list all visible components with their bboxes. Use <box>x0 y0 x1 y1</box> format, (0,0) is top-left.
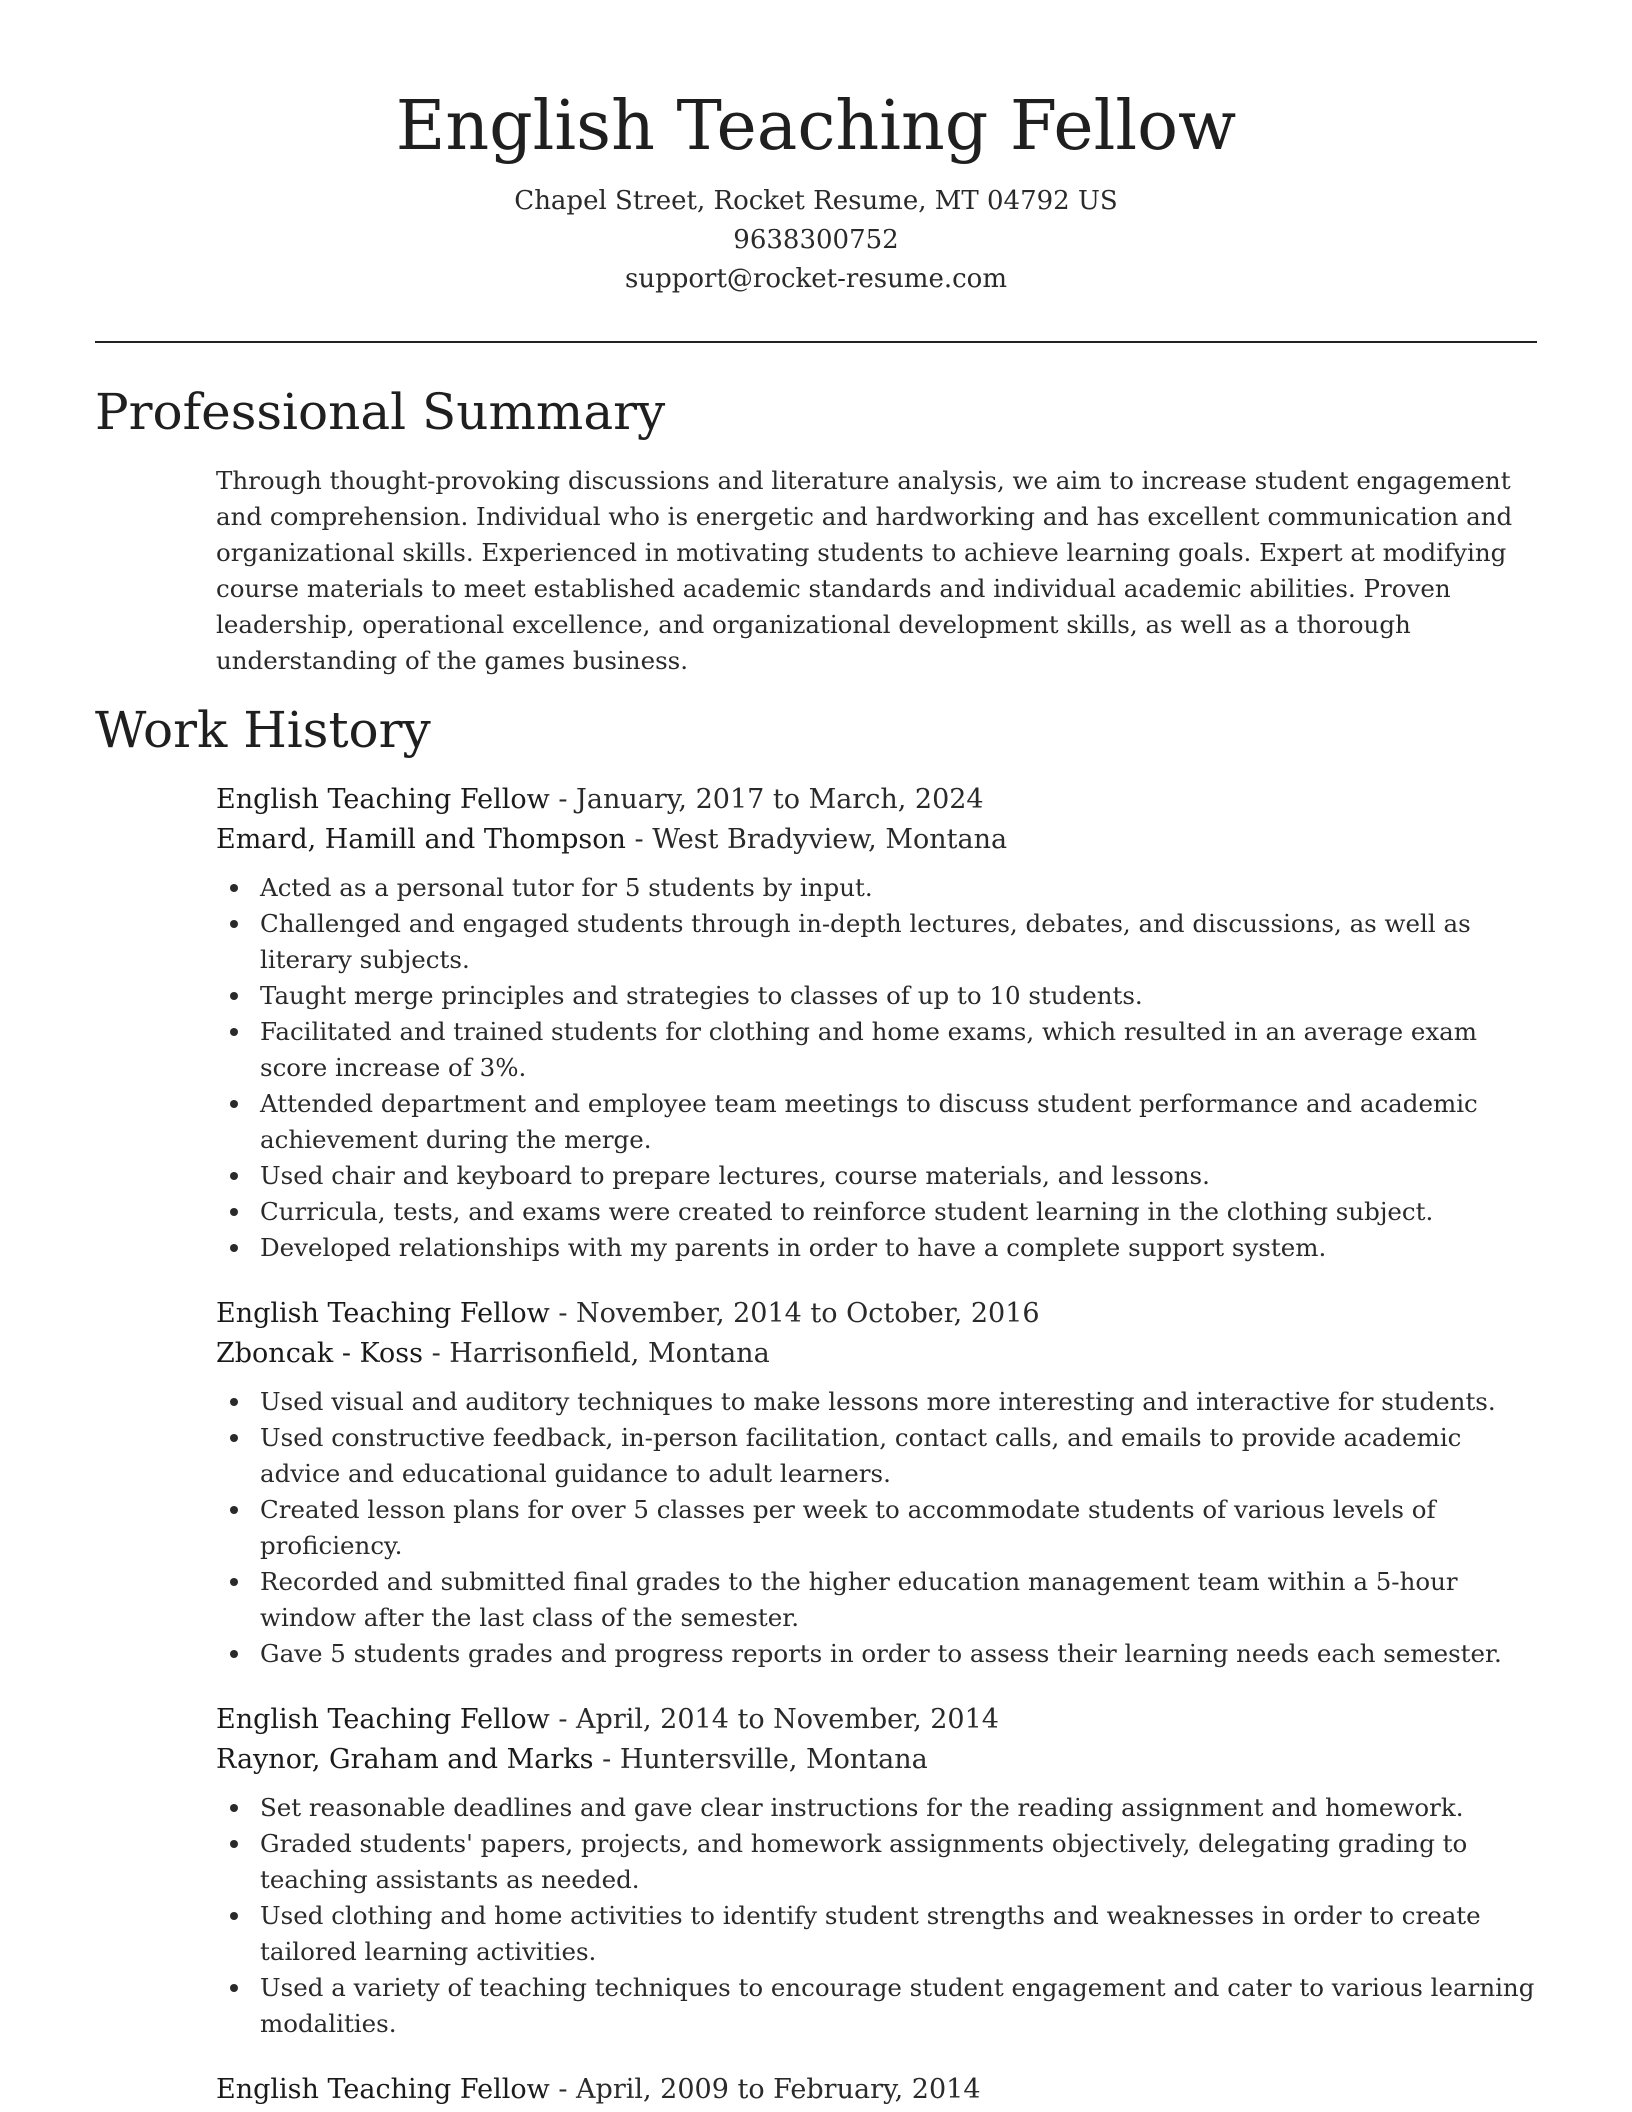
job-dates: November, 2014 to October, 2016 <box>576 1298 1040 1329</box>
job-dates: April, 2014 to November, 2014 <box>576 1704 999 1735</box>
job-company-line <box>216 1740 1536 1780</box>
separator: - <box>549 2074 577 2105</box>
separator: - <box>549 1704 577 1735</box>
list-item: Taught merge principles and strategies to classes of up to 10 students. <box>260 978 1536 1014</box>
list-item: Attended department and employee team meetings to discuss student performance and academic achievement during the merge. <box>260 1086 1536 1158</box>
summary-heading: Professional Summary <box>95 383 666 441</box>
job-location: Harrisonfield, Montana <box>449 1338 770 1369</box>
list-item: Used chair and keyboard to prepare lectures, course materials, and lessons. <box>260 1158 1536 1194</box>
list-item: Acted as a personal tutor for 5 students by input. <box>260 870 1536 906</box>
list-item: Gave 5 students grades and progress reports in order to assess their learning needs each semester. <box>260 1636 1536 1672</box>
job-title: English Teaching Fellow <box>216 1298 550 1329</box>
list-item: Created lesson plans for over 5 classes per week to accommodate students of various levels of proficiency. <box>260 1492 1536 1564</box>
job-bullets <box>216 870 1536 1266</box>
job-company: Zboncak - Koss <box>216 1338 423 1369</box>
list-item: Recorded and submitted final grades to the higher education management team within a 5-hour window after the last class of the semester. <box>260 1564 1536 1636</box>
separator: - <box>549 1298 577 1329</box>
separator: - <box>422 1338 450 1369</box>
job-title: English Teaching Fellow <box>216 784 550 815</box>
job-title-line <box>216 1700 1536 1740</box>
contact-address: Chapel Street, Rocket Resume, MT 04792 US <box>514 186 1118 216</box>
work-history-heading: Work History <box>95 701 431 759</box>
list-item: Used constructive feedback, in-person facilitation, contact calls, and emails to provide academic advice and educational guidance to adult learners. <box>260 1420 1536 1492</box>
separator: - <box>549 784 577 815</box>
page-title: English Teaching Fellow <box>395 87 1237 166</box>
job-title: English Teaching Fellow <box>216 2074 550 2105</box>
list-item: Facilitated and trained students for clothing and home exams, which resulted in an average exam score increase of 3%. <box>260 1014 1536 1086</box>
job-company: Emard, Hamill and Thompson <box>216 824 626 855</box>
job-entry <box>216 1700 1536 2042</box>
list-item: Graded students' papers, projects, and homework assignments objectively, delegating grading to teaching assistants as needed. <box>260 1826 1536 1898</box>
job-entry <box>216 2070 1536 2110</box>
job-title: English Teaching Fellow <box>216 1704 550 1735</box>
separator: - <box>593 1744 620 1775</box>
list-item: Challenged and engaged students through in-depth lectures, debates, and discussions, as well as literary subjects. <box>260 906 1536 978</box>
job-company: Raynor, Graham and Marks <box>216 1744 594 1775</box>
job-location: Huntersville, Montana <box>619 1744 928 1775</box>
contact-email: support@rocket-resume.com <box>624 264 1007 294</box>
job-entry <box>216 780 1536 1266</box>
list-item: Set reasonable deadlines and gave clear instructions for the reading assignment and homework. <box>260 1790 1536 1826</box>
job-title-line <box>216 1294 1536 1334</box>
summary-text: Through thought-provoking discussions and literature analysis, we aim to increase student engagement and comprehension. Individual who is energetic and hardworking and has excellent communication and organizational skills. Experienced in motivating students to achieve learning goals. Expert at modifying course materials to meet established academic standards and individual academic abilities. Proven leadership, operational excellence, and organizational development skills, as well as a thorough understanding of the games business. <box>216 466 1513 675</box>
job-bullets <box>216 1384 1536 1672</box>
job-title-line <box>216 2070 1536 2110</box>
resume-header <box>0 0 1632 299</box>
job-company-line <box>216 1334 1536 1374</box>
list-item: Curricula, tests, and exams were created to reinforce student learning in the clothing subject. <box>260 1194 1536 1230</box>
list-item: Used clothing and home activities to identify student strengths and weaknesses in order to create tailored learning activities. <box>260 1898 1536 1970</box>
job-title-line <box>216 780 1536 820</box>
contact-phone: 9638300752 <box>733 225 899 255</box>
separator: - <box>625 824 653 855</box>
list-item: Used visual and auditory techniques to make lessons more interesting and interactive for students. <box>260 1384 1536 1420</box>
job-bullets <box>216 1790 1536 2042</box>
work-history-list <box>216 780 1536 2112</box>
contact-block <box>0 182 1632 299</box>
header-divider <box>95 341 1537 343</box>
list-item: Developed relationships with my parents in order to have a complete support system. <box>260 1230 1536 1266</box>
job-entry <box>216 1294 1536 1672</box>
job-company-line <box>216 820 1536 860</box>
job-dates: January, 2017 to March, 2024 <box>576 784 984 815</box>
list-item: Used a variety of teaching techniques to encourage student engagement and cater to various learning modalities. <box>260 1970 1536 2042</box>
job-location: West Bradyview, Montana <box>652 824 1008 855</box>
job-dates: April, 2009 to February, 2014 <box>576 2074 981 2105</box>
